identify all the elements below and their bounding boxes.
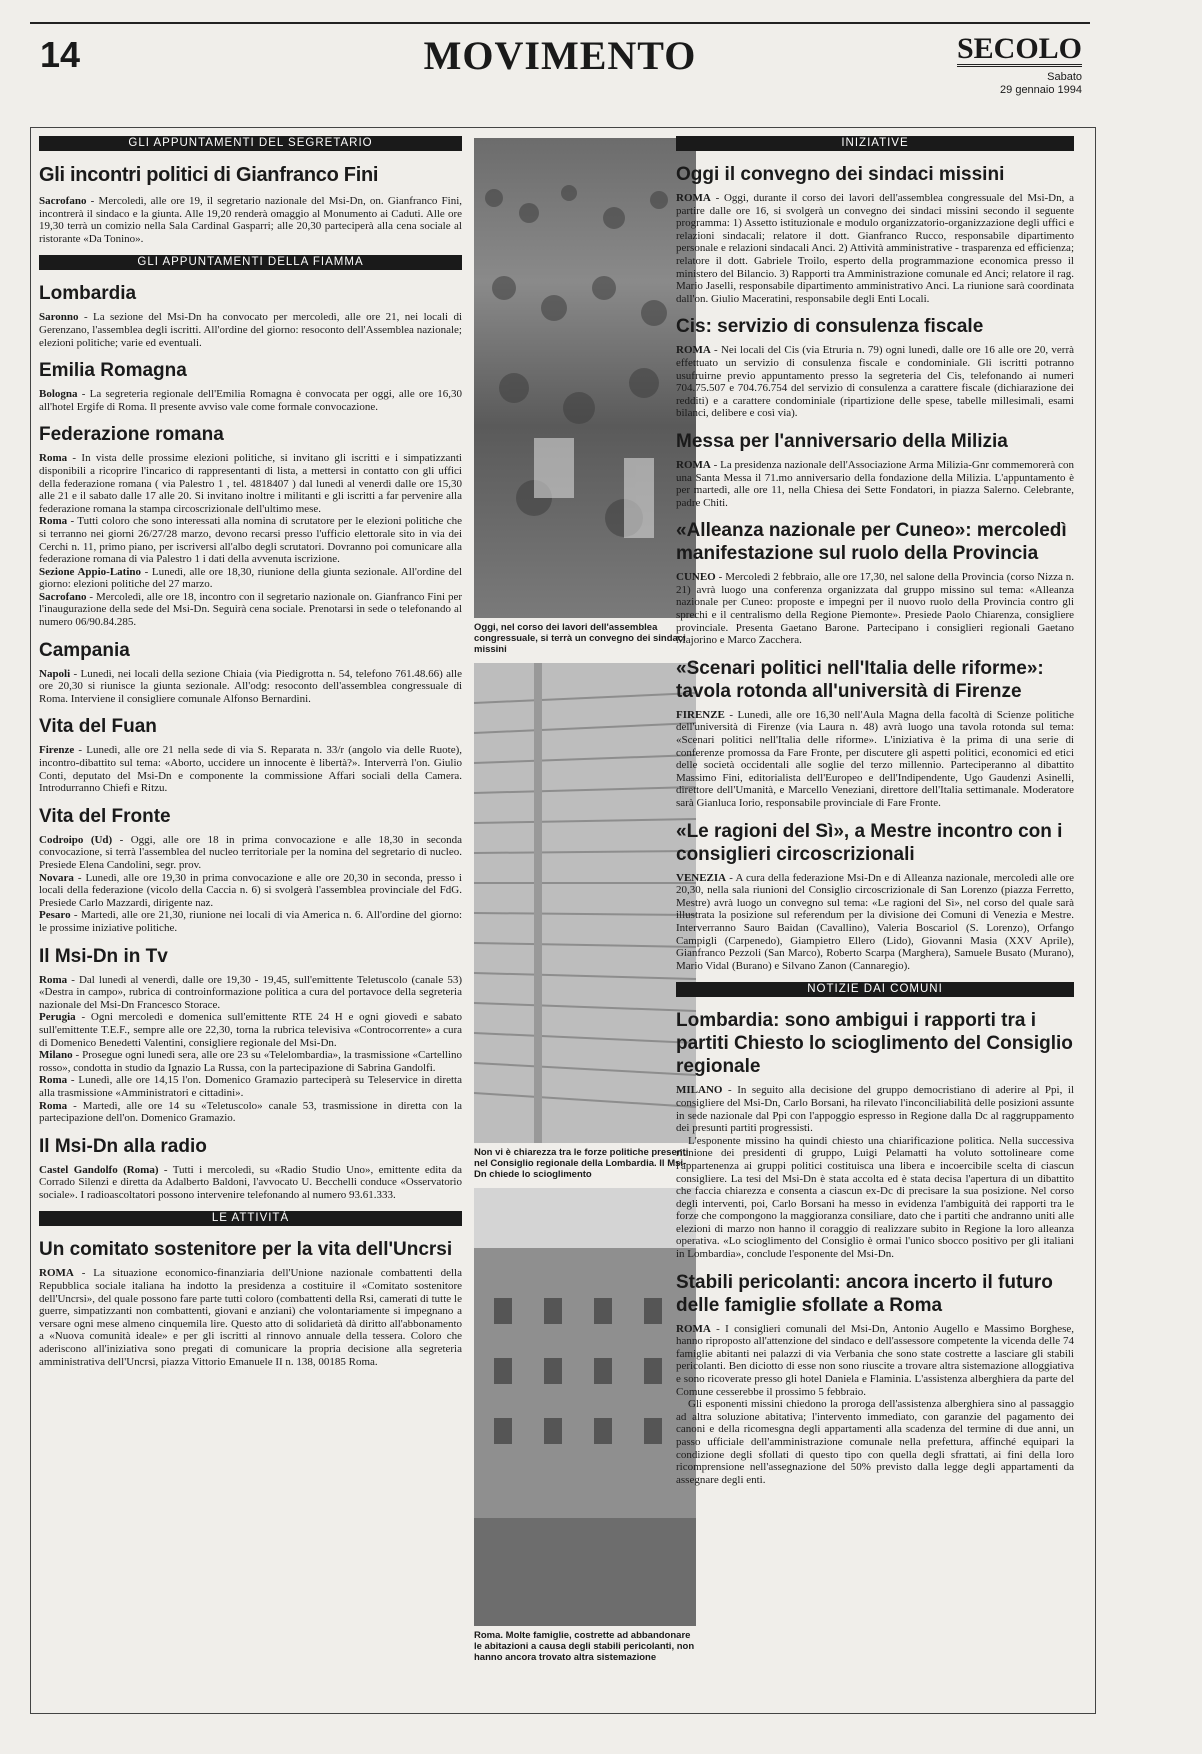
page-frame [30,127,1096,1714]
section-bar: GLI APPUNTAMENTI DELLA FIAMMA [39,255,462,270]
article-title: Oggi il convegno dei sindaci missini [676,164,1005,185]
article-body: Castel Gandolfo (Roma) - Tutti i mercoledì, su «Radio Studio Uno», emittente edita da Corrado Silenzi e diretta da Adalberto Baldoni, l'avvocato U. Becchelli conduce «Osservatorio sociale». I radioascoltatori possono intervenire telefonando al numero 93.61.333. [39,1163,462,1201]
article-title: Vita del Fuan [39,716,157,738]
street-photo [474,1188,696,1626]
article-title: Il Msi-Dn in Tv [39,945,168,967]
newspaper-brand [957,34,1082,97]
article-title: Cis: servizio di consulenza fiscale [676,316,984,338]
article-body: L'esponente missino ha quindi chiesto una chiarificazione politica. Nella successiva riunione dei presidenti di gruppo, Luigi Pelamatti ha voluto sottolineare come l'appartenenza ai gruppi politici costituisca una libera e incoercibile scelta di ciascun consigliere. La tesi del Msi-Dn è stata accolta ed è stata decisa l'apertura di un dibattito che faccia chiarezza e consenta a ciascun ex-Dc di precisare la sua posizione. Nel corso degli interventi, poi, Carlo Borsani ha messo in evidenza l'ambiguità dei rapporti tra le forze che compongono la maggioranza consiliare, dato che i partiti che andranno uniti alle elezioni di marzo non hanno il coraggio di realizzare subito in Regione la loro alleanza operativa. «Lo scioglimento del Consiglio è ormai l'unico sbocco positivo per gli italiani in Lombardia», conclude l'esponente del Msi-Dn. [676,1134,1074,1261]
building-photo-texture [474,663,696,1143]
page-number: 14 [40,34,81,75]
right-column [676,128,1074,1492]
masthead [30,22,1090,104]
article-title: «Alleanza nazionale per Cuneo»: mercoledì manifestazione sul ruolo della Provincia [676,520,1067,565]
article-title: Il Msi-Dn alla radio [39,1135,207,1157]
article-title: «Scenari politici nell'Italia delle riforme»: tavola rotonda all'università di Firenze [676,657,1044,702]
article-body: CUNEO - Mercoledì 2 febbraio, alle ore 17,30, nel salone della Provincia (corso Nizza n. 21) avrà luogo una conferenza organizzata dal gruppo missino sul tema: «Alleanza nazionale per Cuneo: proposte e impegni per il nuovo ruolo della Provincia contro gli sprechi e il centralismo della Regione Piemonte». Presiede Paolo Chiarenza, consigliere provinciale. Presenta Gaetano Barone. Partecipano i consiglieri regionali Gaetano Majorino e Marco Zacchera. [676,571,1074,647]
article-title: Messa per l'anniversario della Milizia [676,430,1008,452]
street-photo-texture [474,1188,696,1626]
article-body: MILANO - In seguito alla decisione del gruppo democristiano di aderire al Ppi, il consigliere del Msi-Dn, Carlo Borsani, ha rilevato l'inconciliabilità delle posizioni assunte in sede nazionale dal Ppi con l'appoggio espresso in Regione dalla Dc al raggruppamento dei presunti partiti progressisti. [676,1084,1074,1135]
article-body: Sacrofano - Mercoledì, alle ore 18, incontro con il segretario nazionale on. Gianfranco Fini per l'inaugurazione della sede del Msi-Dn. Seguirà cena sociale. Prenotarsi in sede o telefonando al numero 06/90.84.285. [39,590,462,629]
article-body: ROMA - Nei locali del Cis (via Etruria n. 79) ogni lunedì, dalle ore 16 alle ore 20, verrà effettuato un servizio di consulenza fiscale e condominiale. Gli iscritti potranno usufruirne previo appuntamento presso la segreteria del Cis, telefonando ai numeri 704.75.507 e 704.76.754 del servizio di consulenza a carattere fiscale (dichiarazione dei redditi) e a carattere condominiale (ripartizione delle spese, tabelle millesimali, esami bilanci, delibere e così via). [676,344,1074,420]
article-body: Saronno - La sezione del Msi-Dn ha convocato per mercoledì, alle ore 21, nei locali di Gerenzano, l'assemblea degli iscritti. All'ordine del giorno: resoconto dell'Assemblea nazionale; elezioni politiche; varie ed eventuali. [39,311,462,349]
crowd-photo-texture [474,138,696,618]
section-title: MOVIMENTO [423,33,697,78]
article-body: Roma - Lunedì, alle ore 14,15 l'on. Domenico Gramazio parteciperà su Teleservice in diretta alla trasmissione «Amministratori e cittadini». [39,1074,462,1099]
article-body: Napoli - Lunedì, nei locali della sezione Chiaia (via Piedigrotta n. 54, telefono 761.48.66) alle ore 20,30 si riunisce la giunta sezionale. All'odg: resoconto dell'assemblea congressuale di Roma. Interviene il consigliere comunale Alfonso Bernardini. [39,667,462,705]
section-bar: NOTIZIE DAI COMUNI [676,982,1074,997]
article-title: Federazione romana [39,424,224,446]
photo-caption: Non vi è chiarezza tra le forze politiche presenti nel Consiglio regionale della Lombardia. Il Msi-Dn chiede lo scioglimento [474,1147,689,1180]
photo-column [472,138,698,1671]
article-body: Firenze - Lunedì, alle ore 21 nella sede di via S. Reparata n. 33/r (angolo via delle Ruote), incontro-dibattito sul tema: «Aborto, uccidere un innocente è libertà?». Interverrà l'on. Giulio Conti, deputato del Msi-Dn e componente la commissione Affari sociali della Camera. Introdurranno Chiefi e Ritzu. [39,744,462,795]
article-title: Stabili pericolanti: ancora incerto il futuro delle famiglie sfollate a Roma [676,1271,1053,1316]
article-body: Bologna - La segreteria regionale dell'Emilia Romagna è convocata per oggi, alle ore 16,30 all'hotel Ergife di Roma. Il presente avviso vale come formale convocazione. [39,388,462,413]
article-body: Milano - Prosegue ogni lunedì sera, alle ore 23 su «Telelombardia», la trasmissione «Cartellino rosso», condotta in studio da Ignazio La Russa, con la partecipazione di Sabrina Gandolfi. [39,1049,462,1074]
issue-day: Sabato [1047,71,1082,83]
article-title: Vita del Fronte [39,805,171,827]
article-title: Gli incontri politici di Gianfranco Fini [39,164,379,186]
section-bar: LE ATTIVITÀ [39,1211,462,1226]
issue-date: 29 gennaio 1994 [1000,84,1082,96]
brand-logo: SECOLO [956,32,1082,65]
article-body: Sacrofano - Mercoledì, alle ore 19, il segretario nazionale del Msi-Dn, on. Gianfranco Fini, incontrerà il sindaco e la giunta. Alle 19,20 renderà omaggio al Monumento ai Caduti. Alle ore 19,30 terrà un comizio nella Sala Cardinal Gasparri; alle 20,30 parteciperà alla cena sociale al ristorante «Da Tonino». [39,195,462,245]
article-body: Sezione Appio-Latino - Lunedì, alle ore 18,30, riunione della giunta sezionale. All'ordine del giorno: elezioni politiche del 27 marzo. [39,565,463,591]
left-column [39,128,462,1374]
crowd-photo [474,138,696,618]
section-bar: GLI APPUNTAMENTI DEL SEGRETARIO [39,136,462,151]
article-body: ROMA - La situazione economico-finanziaria dell'Unione nazionale combattenti della Repubblica sociale italiana ha indotto la presidenza a costituire il «Comitato sostenitore dell'Uncrsi», del quale possono fare parte tutti coloro (combattenti della Rsi, camerati di tutte le guerre, simpatizzanti non combattenti, giovani e anziani) che volontariamente si impegnano a versare ogni mese almeno cinquemila lire. Questo atto di solidarietà dà diritto all'abbonamento a «Nuova comunità ideale» e per gli iscritti al rinnovo annuale della tessera. Coloro che aderiscono all'iniziativa sono pregati di comunicare la propria decisione alla segreteria amministrativa dell'Uncrsi, piazza Vittorio Emanuele II n. 138, 00185 Roma. [39,1267,462,1368]
photo-caption: Oggi, nel corso dei lavori dell'assemblea congressuale, si terrà un convegno dei sindaci missini [474,622,686,655]
article-body: Gli esponenti missini chiedono la proroga dell'assistenza alberghiera sino al passaggio ad altra soluzione abitativa; l'intervento immediato, con garanzie del pagamento dei canoni e della ricomesgna degli appartamenti alla scadenza del termine di due anni, un passo ufficiale dell'amministrazione comunale nella prefettura, affinché equipari la condizione degli sfollati di questo tipo con quella degli sfrattati, ai fini della loro ricomprensione nell'assegnazione del 50% previsto dalla legge degli appartamenti da assegnare degli enti. [676,1398,1074,1486]
article-title: Emilia Romagna [39,360,187,382]
article-body: Roma - Tutti coloro che sono interessati alla nomina di scrutatore per le elezioni politiche che si terranno nei giorni 26/27/28 marzo, devono recarsi presso l'ufficio elettorale sito in via dei Cerchi n. 11, primo piano, per iscriversi all'albo degli scrutatori. Dovranno poi comunicare alla federazione romana di via Palestro 1 i dati della avvenuta iscrizione. [39,515,462,566]
article-body: Perugia - Ogni mercoledì e domenica sull'emittente RTE 24 H e ogni giovedì e sabato sull'emittente T.E.F., sempre alle ore 22,30, torna la rubrica televisiva «Controcorrente» a cura di Domenico Benedetti Valentini, consigliere regionale del Msi-Dn. [39,1011,462,1049]
article-title: «Le ragioni del Sì», a Mestre incontro con i consiglieri circoscrizionali [676,820,1063,865]
building-photo [474,663,696,1143]
article-body: ROMA - La presidenza nazionale dell'Associazione Arma Milizia-Gnr commemorerà con una Santa Messa il 71.mo anniversario della fondazione della Milizia. L'appuntamento è per martedì, alle ore 11, nella Chiesa dei Sette Fondatori, in piazza Salerno. Celebrante, padre Chiti. [676,458,1074,509]
article-body: Roma - In vista delle prossime elezioni politiche, si invitano gli iscritti e i simpatizzanti disponibili a ricoprire l'incarico di rappresentanti di lista, a mettersi in contatto con gli uffici della federazione romana ( via Palestro 1 , tel. 4818407 ) dal lunedì al venerdì dalle ore 15,30 alle 21 e il sabato dalle 17 alle 20. Si invitano inoltre i militanti e gli iscritti a far pervenire alla federazione romana la stampa circoscrizionale dell'ultimo mese. [39,452,462,515]
article-body: Roma - Martedì, alle ore 14 su «Teletuscolo» canale 53, trasmissione in diretta con la partecipazione dell'on. Domenico Gramazio. [39,1099,462,1125]
article-body: VENEZIA - A cura della federazione Msi-Dn e di Alleanza nazionale, mercoledì alle ore 20,30, nella sala riunioni del Consiglio circoscrizionale di San Lorenzo (piazza Ferretto, Mestre) avrà luogo un convegno sul tema: «Le ragioni del Sì», nel corso del quale sarà illustrata la posizione sul referendum per la divisione dei Comuni di Venezia e Mestre. Interverranno Sauro Baidan (Cavallino), Valeria Boscariol (S. Lorenzo), Orfango Campigli (Carpenedo), Giampietro Ellero (Lido), Giovanni Masia (XXV Aprile), Gianfranco Pezzoli (San Marco), Roberto Scarpa (Marghera), Samuele Busato (Murano), Mario Vidal (Burano) e Silvano Zanon (Cannaregio). [676,871,1074,972]
article-title: Campania [39,639,130,661]
article-title: Lombardia [39,283,137,305]
article-body: Novara - Lunedì, alle ore 19,30 in prima convocazione e alle ore 20,30 in seconda, presso i locali della federazione (vicolo della Caccia n. 6) si svolgerà l'assemblea provinciale del FdG. Presiede Carlo Mazzardi, dirigente naz. [39,871,462,909]
article-body: FIRENZE - Lunedì, alle ore 16,30 nell'Aula Magna della facoltà di Scienze politiche dell'università di Firenze (via Laura n. 48) avrà luogo una tavola rotonda sul tema: «Scenari politici nell'Italia delle riforme». L'iniziativa è la prima di una serie di conferenze promossa da Fare Fronte, per discutere gli aspetti politici, economici ed etici delle società occidentali alle soglie del terzo millennio. Parteciperanno al dibattito Massimo Fini, editorialista dell'Europeo e dell'Indipendente, Ugo Gaudenzi Asinelli, direttore dell'Umanità, e Marcello Veneziani, direttore dell'Italia settimanale. Moderatore sarà Gianluca Iorio, responsabile provinciale di Fare Fronte. [676,708,1074,809]
article-body: ROMA - Oggi, durante il corso dei lavori dell'assemblea congressuale del Msi-Dn, a partire dalle ore 16, si svolgerà un convegno dei sindaci missini secondo il seguente programma: 1) Assetto istituzionale e modulo organizzatorio-organizzazione degli uffici e relazioni sindacali; relatore il dott. Gianfranco Rucco, responsabile dipartimento personale e relazioni sindacali Anci. 2) Attività amministrative - trasparenza ed efficienza; relatore il dott. Gabriele Troilo, esperto della programmazione economica presso il ministero del Bilancio. 3) Rapporti tra Amministrazione comunale ed Anci; relatore il rag. Mario Jaselli, responsabile dipartimento amministrativo Anci. La riunione sarà coordinata dall'on. Giulio Maceratini, responsabile degli Enti Locali. [676,192,1074,305]
article-title: Lombardia: sono ambigui i rapporti tra i partiti Chiesto lo scioglimento del Consiglio regionale [676,1010,1073,1078]
article-body: Roma - Dal lunedì al venerdì, dalle ore 19,30 - 19,45, sull'emittente Teletuscolo (canale 53) «Destra in campo», rubrica di controinformazione politica a cura del portavoce della segreteria nazionale del Msi-Dn Francesco Storace. [39,973,462,1011]
article-body: Pesaro - Martedì, alle ore 21,30, riunione nei locali di via America n. 6. All'ordine del giorno: le prossime iniziative politiche. [39,909,462,934]
photo-caption: Roma. Molte famiglie, costrette ad abbandonare le abitazioni a causa degli stabili pericolanti, non hanno ancora trovato altra sistemazione [474,1630,695,1663]
article-title: Un comitato sostenitore per la vita dell'Uncrsi [39,1239,453,1261]
article-body: Codroipo (Ud) - Oggi, alle ore 18 in prima convocazione e alle 18,30 in seconda convocazione, si terrà l'assemblea del nucleo territoriale per la nomina del segretario di nucleo. Presiede Elena Candolini, segr. prov. [39,833,462,871]
section-bar: INIZIATIVE [676,136,1074,151]
article-body: ROMA - I consiglieri comunali del Msi-Dn, Antonio Augello e Massimo Borghese, hanno riproposto all'attenzione del sindaco e dell'assessore competente la vicenda delle 74 famiglie abitanti nei palazzi di via Verbania che sono state costrette a lasciare gli stabili pericolanti. Ben diciotto di esse non sono riuscite a trovare altra sistemazione alloggiativa e sono ricoverate presso gli hotel Daniela e Flaminia. L'assistenza alberghiera da parte del Comune cesserebbe il prossimo 5 febbraio. [676,1322,1074,1398]
